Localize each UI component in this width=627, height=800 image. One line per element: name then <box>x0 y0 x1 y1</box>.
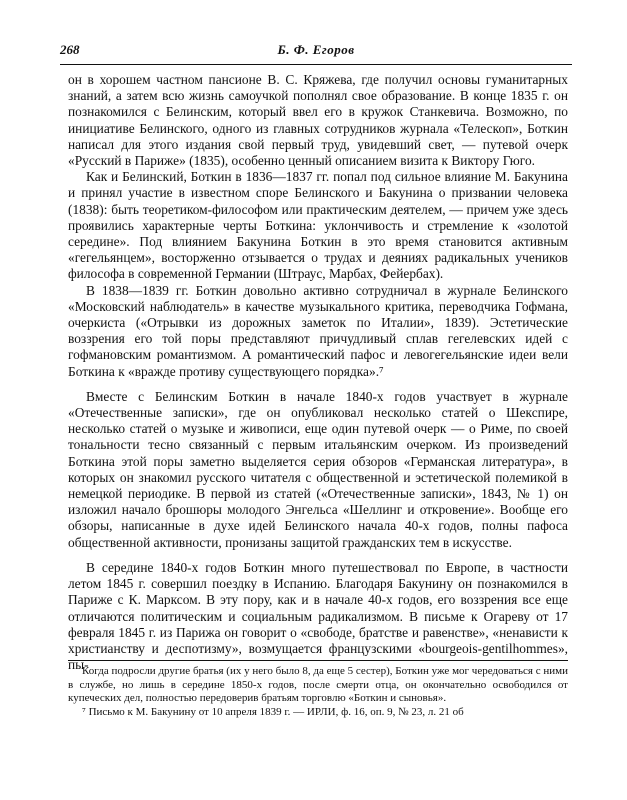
footnote-rule <box>68 660 568 661</box>
running-head-title: Б. Ф. Егоров <box>277 42 355 57</box>
footnote-7: ⁷ Письмо к М. Бакунину от 10 апреля 1839 г. — ИРЛИ, ф. 16, оп. 9, № 23, л. 21 об <box>82 705 464 718</box>
header-rule <box>60 64 572 65</box>
running-head <box>60 42 572 62</box>
paragraph-1: он в хорошем частном пансионе В. С. Кряжева, где получил основы гуманитарных знаний, а затем всю жизнь самоучкой пополнял свое образование. В конце 1835 г. он познакомился с Белинским, который ввел его в кружок Станкевича. Возможно, по инициативе Белинского, одного из главных сотрудников журнала «Телескоп», Боткин написал для этого издания свой первый труд, увидевший свет, — путевой очерк «Русский в Париже» (1835), особенно ценный описанием визита к Виктору Гюго. <box>68 72 568 169</box>
footnotes <box>68 665 568 719</box>
footnote-continued: Когда подросли другие братья (их у него было 8, да еще 5 сестер), Боткин уже мог чередоваться с ними в службе, но лишь в середине 1850-х годов, после смерти отца, он окончательно освободился от купеческих дел, полностью передоверив братьям торговлю «Боткин и сыновья». <box>68 665 568 704</box>
paragraph-2: Как и Белинский, Боткин в 1836—1837 гг. попал под сильное влияние М. Бакунина и принял участие в известном споре Белинского и Бакунина о призвании человека (1838): быть теоретиком-философом или практическим деятелем, — причем уже здесь проявились характерные черты Боткина: уклончивость и стремление к «золотой середине». Под влиянием Бакунина Боткин в это время становится активным «гегельянцем», восторженно отзывается о трудах и деяниях радикальных учеников философа в современной Германии (Штраус, Марбах, Фейербах). <box>68 169 568 282</box>
body-text <box>68 72 568 673</box>
paragraph-3: В 1838—1839 гг. Боткин довольно активно сотрудничал в журнале Белинского «Московский наблюдатель» в качестве музыкального критика, переводчика Гофмана, очеркиста («Отрывки из дорожных заметок по Италии», 1839). Эстетические воззрения его той поры представляют причудливый сплав гегелевских идей с гофмановским романтизмом. А романтический пафос и левогегельянские идеи вели Боткина к «вражде противу существующего порядка».⁷ <box>68 282 568 379</box>
paragraph-4: Вместе с Белинским Боткин в начале 1840-х годов участвует в журнале «Отечественные записки», где он опубликовал несколько статей о Шекспире, несколько статей о музыке и живописи, еще один путевой очерк — о Риме, по своей тональности тесно связанный с первым итальянским очерком. Из произведений Боткина этой поры заметно выделяется серия обзоров «Германская литература», в которых он знакомил русского читателя с общественной и эстетической полемикой в немецкой периодике. В первой из статей («Отечественные записки», 1843, № 1) он изложил начало брошюры молодого Энгельса «Шеллинг и откровение». Вообще его обзоры, написанные в духе идей Белинского начала 40-х годов, полны пафоса общественной активности, пронизаны защитой гражданских тем в искусстве. <box>68 388 568 550</box>
paragraph-5: В середине 1840-х годов Боткин много путешествовал по Европе, в частности летом 1845 г. совершил поездку в Испанию. Благодаря Бакунину он познакомился в Париже с К. Марксом. В эту пору, как и в начале 40-х годов, его воззрения все еще отличаются политическим и социальным радикализмом. В письме к Огареву от 17 февраля 1845 г. из Парижа он говорит о «свободе, братстве и равенстве», «ненависти к христианству и деспотизму», возмущается французскими «bourgeois-gentilhommes», пы- <box>68 559 568 673</box>
page-number: 268 <box>60 42 80 57</box>
